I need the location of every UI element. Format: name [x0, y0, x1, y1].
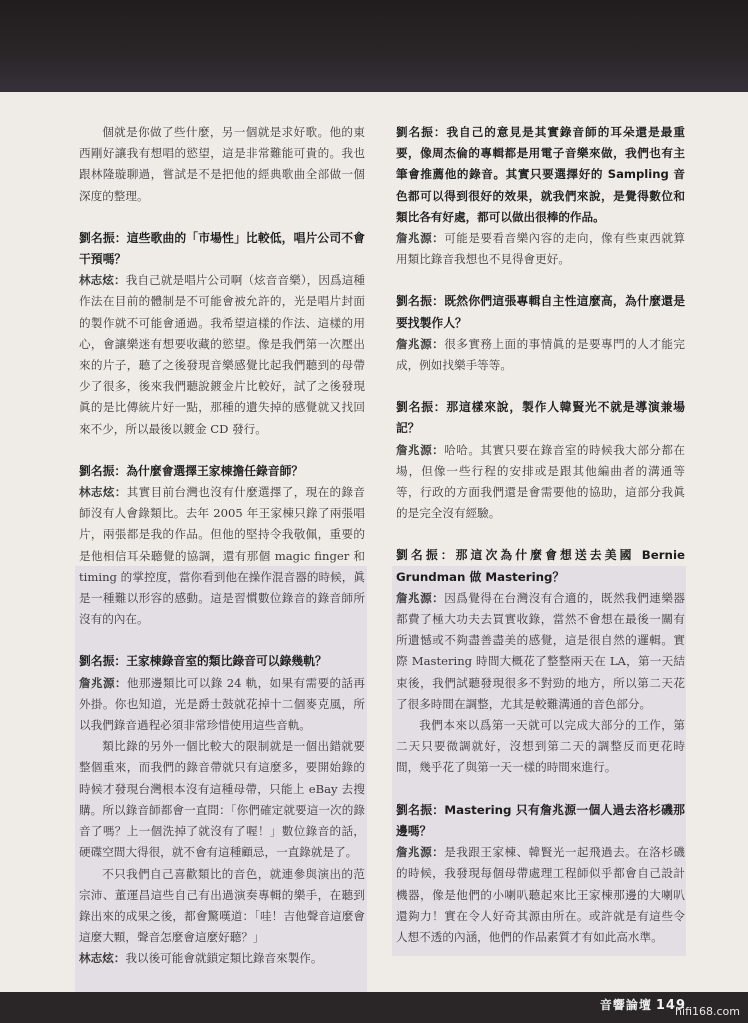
body-paragraph [79, 122, 365, 207]
paragraph-text: 個就是你做了些什麼，另一個就是求好歌。他的東西剛好讓我有想唱的慾望，這是非常難能可貴的。我也跟林隆璇聊過，嘗試是不是把他的經典歌曲全部做一個深度的整理。 [79, 125, 365, 203]
paragraph-text: 王家棟錄音室的類比錄音可以錄幾軌？ [126, 654, 327, 669]
body-paragraph [396, 715, 685, 779]
footer-label [600, 996, 686, 1013]
speaker-name: 詹兆源： [396, 231, 445, 246]
top-photo-band [0, 0, 748, 92]
paragraph-text: 是我跟王家棟、韓賢光一起飛過去。在洛杉磯的時候，我發現每個母帶處理工程師似乎都會自己設計機器，像是他們的小喇叭聽起來比王家棟那邊的大喇叭還夠力！實在令人好奇其源由所在。或許就是有這些令人想不透的內涵，他們的作品素質才有如此高水準。 [396, 845, 685, 944]
speaker-name: 林志炫： [79, 951, 126, 966]
paragraph-text: 很多實務上面的事情眞的是要專門的人才能完成，例如找樂手等等。 [396, 336, 685, 373]
interview-answer [79, 948, 365, 969]
paragraph-text: 因爲覺得在台灣沒有合適的，既然我們連樂器都費了極大功夫去買實收錄，當然不會想在最後一關有所遺憾或不夠盡善盡美的感覺，這是很自然的邏輯。實際 Mastering 時間大概花了整整兩天在 LA，第一天結束後，我們試聽發現很多不對勁的地方，所以第二天花了很多時間在調整，尤其是較難溝通的音色部分。 [396, 590, 685, 711]
interview-question [396, 800, 685, 842]
interview-question [79, 228, 365, 270]
body-paragraph [79, 864, 365, 949]
speaker-name: 劉名振： [396, 294, 445, 309]
left-column [79, 122, 365, 970]
paragraph-gap [396, 376, 685, 397]
interview-answer [79, 482, 365, 630]
interview-answer [79, 673, 365, 737]
paragraph-text: 類比錄的另外一個比較大的限制就是一個出錯就要整個重來，而我們的錄音帶就只有這麼多，要開始錄的時候才發現台灣根本沒有這種母帶，只能上 eBay 去搜購。所以錄音師都會一直問：「你們確定就要這一次的錄音了嗎？上一個洗掉了就沒有了喔！」數位錄音的話，硬碟空間大得很，就不會有這種顧忌，一直錄就是了。 [79, 739, 365, 860]
speaker-name: 詹兆源： [396, 336, 445, 351]
paragraph-text: 不只我們自己喜歡類比的音色，就連參與演出的范宗沛、董運昌這些自己有出過演奏專輯的樂手，在聽到錄出來的成果之後，都會驚嘆道：「哇！吉他聲音這麼會這麼大顆，聲音怎麼會這麼好聽？」 [79, 866, 365, 945]
interview-answer [396, 334, 685, 376]
paragraph-gap [79, 440, 365, 461]
paragraph-text: 我們本來以爲第一天就可以完成大部分的工作，第二天只要微調就好，沒想到第二天的調整反而更花時間，幾乎花了與第一天一樣的時間來進行。 [396, 718, 685, 775]
paragraph-text: 那這樣來說，製作人韓賢光不就是導演兼場記？ [396, 400, 685, 436]
speaker-name: 詹兆源： [396, 442, 445, 457]
interview-question [396, 291, 685, 333]
paragraph-text: 我自己就是唱片公司啊（炫音音樂），因爲這種作法在目前的體制是不可能會被允許的，光是唱片封面的製作就不可能會通過。我希望這樣的作法、這樣的用心，會讓樂迷有想要收藏的慾望。像是我們第一次壓出來的片子，聽了之後發現音樂感覺比起我們聽到的母帶少了很多，後來我們聽說鍍金片比較好，試了之後發現眞的是比傳統片好一點，那種的遺失掉的感覺就又找回來不少，所以最後以鍍金 CD 發行。 [79, 273, 365, 436]
speaker-name: 林志炫： [79, 485, 127, 500]
speaker-name: 劉名振： [396, 548, 456, 563]
speaker-name: 劉名振： [79, 654, 127, 669]
speaker-name: 林志炫： [79, 273, 126, 288]
paragraph-text: 既然你們這張專輯自主性這麼高，為什麼還是要找製作人？ [396, 294, 685, 330]
interview-answer [396, 228, 685, 270]
speaker-name: 劉名振： [396, 400, 447, 415]
speaker-name: 劉名振： [396, 125, 447, 139]
interview-question [396, 397, 685, 439]
speaker-name: 詹兆源： [79, 675, 127, 690]
body-paragraph [79, 736, 365, 863]
speaker-name: 詹兆源： [396, 845, 445, 860]
paragraph-text: 那這次為什麼會想送去美國 Bernie Grundman 做 Mastering？ [396, 548, 685, 584]
right-column [396, 122, 685, 948]
speaker-name: 劉名振： [79, 230, 127, 245]
interview-question [79, 651, 365, 672]
magazine-name: 音響論壇 [599, 998, 652, 1012]
paragraph-text: 可能是要看音樂內容的走向，像有些東西就算用類比錄音我想也不見得會更好。 [396, 231, 685, 267]
interview-answer [396, 588, 685, 715]
paragraph-text: 哈哈。其實只要在錄音室的時候我大部分都在場，但像一些行程的安排或是跟其他編曲者的溝通等等，行政的方面我們還是會需要他的協助，這部分我眞的是完全沒有經驗。 [396, 442, 685, 521]
paragraph-gap [79, 630, 365, 651]
speaker-name: 劉名振： [396, 802, 445, 817]
paragraph-text: Mastering 只有詹兆源一個人過去洛杉磯那邊嗎？ [396, 802, 685, 838]
interview-question [396, 545, 685, 587]
paragraph-text: 為什麼會選擇王家棟擔任錄音師？ [126, 463, 304, 478]
paragraph-text: 這些歌曲的「市場性」比較低，唱片公司不會干預嗎？ [79, 230, 365, 267]
interview-answer [79, 270, 365, 440]
paragraph-text: 他那邊類比可以錄 24 軌，如果有需要的話再外掛。你也知道，光是爵士鼓就花掉十二個麥克風，所以我們錄音過程必須非常珍惜使用這些音軌。 [79, 675, 365, 733]
page-number: 149 [655, 998, 686, 1013]
interview-answer [396, 842, 685, 948]
paragraph-gap [79, 207, 365, 228]
interview-answer [396, 122, 685, 228]
speaker-name: 詹兆源： [396, 590, 445, 605]
paragraph-text: 其實目前台灣也沒有什麼選擇了，現在的錄音師沒有人會錄類比。去年 2005 年王家棟只錄了兩張唱片，兩張都是我的作品。但他的堅持令我敬佩，重要的是他相信耳朵聽覺的協調，還有那個 magic finger 和 timing 的掌控度，當你看到他在操作混音器的時候，眞是一種難以形容的感動。這是習慣數位錄音的錄音師所沒有的內在。 [79, 485, 365, 627]
paragraph-gap [396, 779, 685, 800]
interview-question [79, 461, 365, 482]
paragraph-gap [396, 270, 685, 291]
paragraph-gap [396, 524, 685, 545]
paragraph-text: 我自己的意見是其實錄音師的耳朵還是最重要，像周杰倫的專輯都是用電子音樂來做，我們也有主筆會推薦他的錄音。其實只要選擇好的 Sampling 音色都可以得到很好的效果，就我們來說，是覺得數位和類比各有好處，都可以做出很棒的作品。 [396, 125, 685, 224]
site-watermark: hifi168.com [675, 1005, 740, 1018]
speaker-name: 劉名振： [79, 463, 127, 478]
interview-answer [396, 440, 685, 525]
paragraph-text: 我以後可能會就鎖定類比錄音來製作。 [125, 951, 323, 966]
